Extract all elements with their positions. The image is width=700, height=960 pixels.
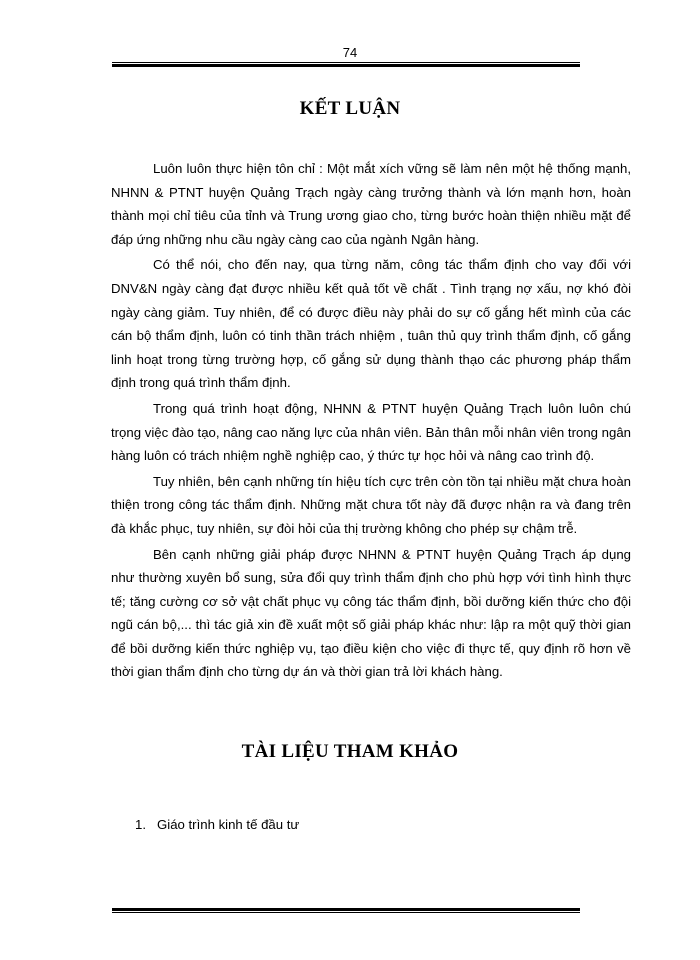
reference-list — [135, 814, 595, 836]
reference-number: 1. — [135, 817, 146, 832]
reference-item — [135, 814, 595, 836]
page-number: 74 — [342, 45, 358, 60]
paragraph: Tuy nhiên, bên cạnh những tín hiệu tích cực trên còn tồn tại nhiều mặt chưa hoàn thiện trong công tác thẩm định. Những mặt chưa tốt này đã được nhận ra và đang trên đà khắc phục, tuy nhiên, sự đòi hỏi của thị trường không cho phép sự chậm trễ. — [111, 473, 631, 536]
paragraph: Bên cạnh những giải pháp được NHNN & PTNT huyện Quảng Trạch áp dụng như thường xuyên bổ sung, sửa đổi quy trình thẩm định cho phù hợp với tình hình thực tế; tăng cường cơ sở vật chất phục vụ công tác thẩm định, bồi dưỡng kiến thức cho đội ngũ cán bộ,... thì tác giả xin đề xuất một số giải pháp khác như: lập ra một quỹ thời gian để bồi dưỡng kiến thức nghiệp vụ, tạo điều kiện cho việc đi thực tế, quy định rõ hơn về thời gian thẩm định cho từng dự án và thời gian trả lời khách hàng. — [111, 546, 631, 680]
paragraph: Có thể nói, cho đến nay, qua từng năm, công tác thẩm định cho vay đối với DNV&N ngày càng đạt được nhiều kết quả tốt về chất . Tình trạng nợ xấu, nợ khó đòi ngày càng giảm. Tuy nhiên, để có được điều này phải do sự cố gắng hết mình của các cán bộ thẩm định, luôn có tinh thần trách nhiệm , tuân thủ quy trình thẩm định, cố gắng linh hoạt trong từng trường hợp, cố gắng sử dụng thành thạo các phương pháp thẩm định trong quá trình thẩm định. — [111, 257, 631, 391]
header-rule — [112, 62, 580, 67]
reference-text: Giáo trình kinh tế đầu tư — [157, 817, 300, 832]
paragraph: Trong quá trình hoạt động, NHNN & PTNT huyện Quảng Trạch luôn luôn chú trọng việc đào tạo, nâng cao năng lực của nhân viên. Bản thân mỗi nhân viên trong ngân hàng luôn có trách nhiệm nghề nghiệp cao, ý thức tự học hỏi và nâng cao trình độ. — [111, 400, 631, 464]
conclusion-title: KẾT LUẬN — [299, 98, 401, 119]
references-title: TÀI LIỆU THAM KHẢO — [241, 741, 459, 762]
footer-rule — [112, 908, 580, 913]
conclusion-body — [111, 157, 631, 684]
paragraph: Luôn luôn thực hiện tôn chỉ : Một mắt xích vững sẽ làm nên một hệ thống mạnh, NHNN & PTNT huyện Quảng Trạch ngày càng trưởng thành và lớn mạnh hơn, hoàn thành mọi chỉ tiêu của tỉnh và Trung ương giao cho, từng bước hoàn thiện nhiều mặt để đáp ứng những nhu cầu ngày càng cao của ngành Ngân hàng. — [111, 161, 631, 247]
